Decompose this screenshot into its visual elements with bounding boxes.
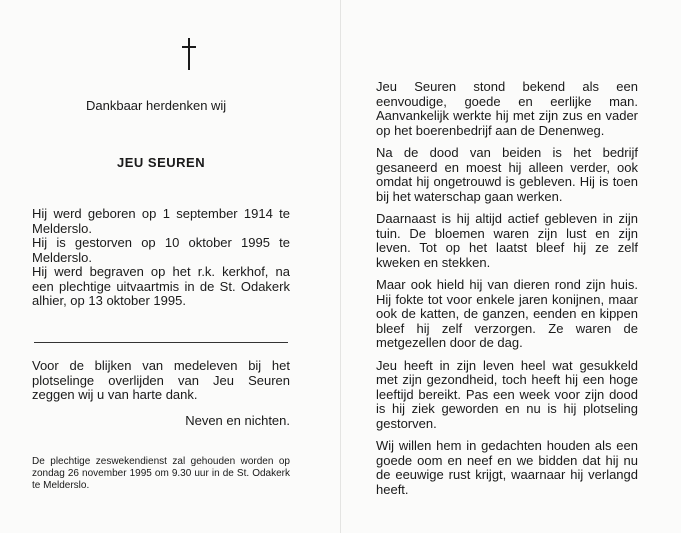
memorial-text: [376, 80, 638, 505]
paragraph: Jeu Seuren stond bekend als een eenvoudige, goede en eerlijke man. Aanvankelijk werkte hij met zijn zus en vader op het boerenbedrijf aan de Denenweg.: [376, 79, 638, 138]
cross-icon: [182, 38, 196, 70]
paragraph: Na de dood van beiden is het bedrijf gesaneerd en moest hij alleen verder, ook omdat hij ongetrouwd is gebleven. Hij is toen bij het waterschap gaan werken.: [376, 145, 638, 204]
intro-text: Dankbaar herdenken wij: [86, 98, 227, 113]
paragraph: Maar ook hield hij van dieren rond zijn huis. Hij fokte tot voor enkele jaren konijnen, maar ook de katten, de ganzen, eenden en kippen bleef hij zelf verzorgen. Ze waren de metgezellen door de dag.: [376, 277, 638, 350]
deceased-name: JEU SEUREN: [117, 155, 206, 170]
right-page: [376, 0, 638, 533]
card-fold: [340, 0, 341, 533]
service-note: De plechtige zeswekendienst zal gehouden worden op zondag 26 november 1995 om 9.30 uur in de St. Odakerk te Melderslo.: [32, 456, 290, 492]
left-page: [32, 0, 292, 533]
burial-line: Hij werd begraven op het r.k. kerkhof, na een plechtige uitvaartmis in de St. Odakerk alhier, op 13 oktober 1995.: [32, 264, 290, 308]
paragraph: Wij willen hem in gedachten houden als een goede oom en neef en we bidden dat hij nu de eeuwige rust krijgt, waarnaar hij verlangd heeft.: [376, 438, 638, 497]
biography: [32, 207, 290, 309]
death-line: Hij is gestorven op 10 oktober 1995 te Melderslo.: [32, 235, 290, 265]
birth-line: Hij werd geboren op 1 september 1914 te Melderslo.: [32, 206, 290, 236]
divider: [34, 342, 288, 343]
signature: Neven en nichten.: [185, 413, 290, 428]
paragraph: Jeu heeft in zijn leven heel wat gesukkeld met zijn gezondheid, toch heeft hij een hoge leeftijd bereikt. Pas een week voor zijn dood is hij ziek geworden en nu is hij plotseling gestorven.: [376, 357, 638, 431]
paragraph: Daarnaast is hij altijd actief gebleven in zijn tuin. De bloemen waren zijn lust en zijn leven. Tot op het laatst bleef hij ze zelf kweken en stekken.: [376, 211, 638, 270]
thanks-text: Voor de blijken van medeleven bij het plotselinge overlijden van Jeu Seuren zeggen wij u van harte dank.: [32, 358, 290, 402]
